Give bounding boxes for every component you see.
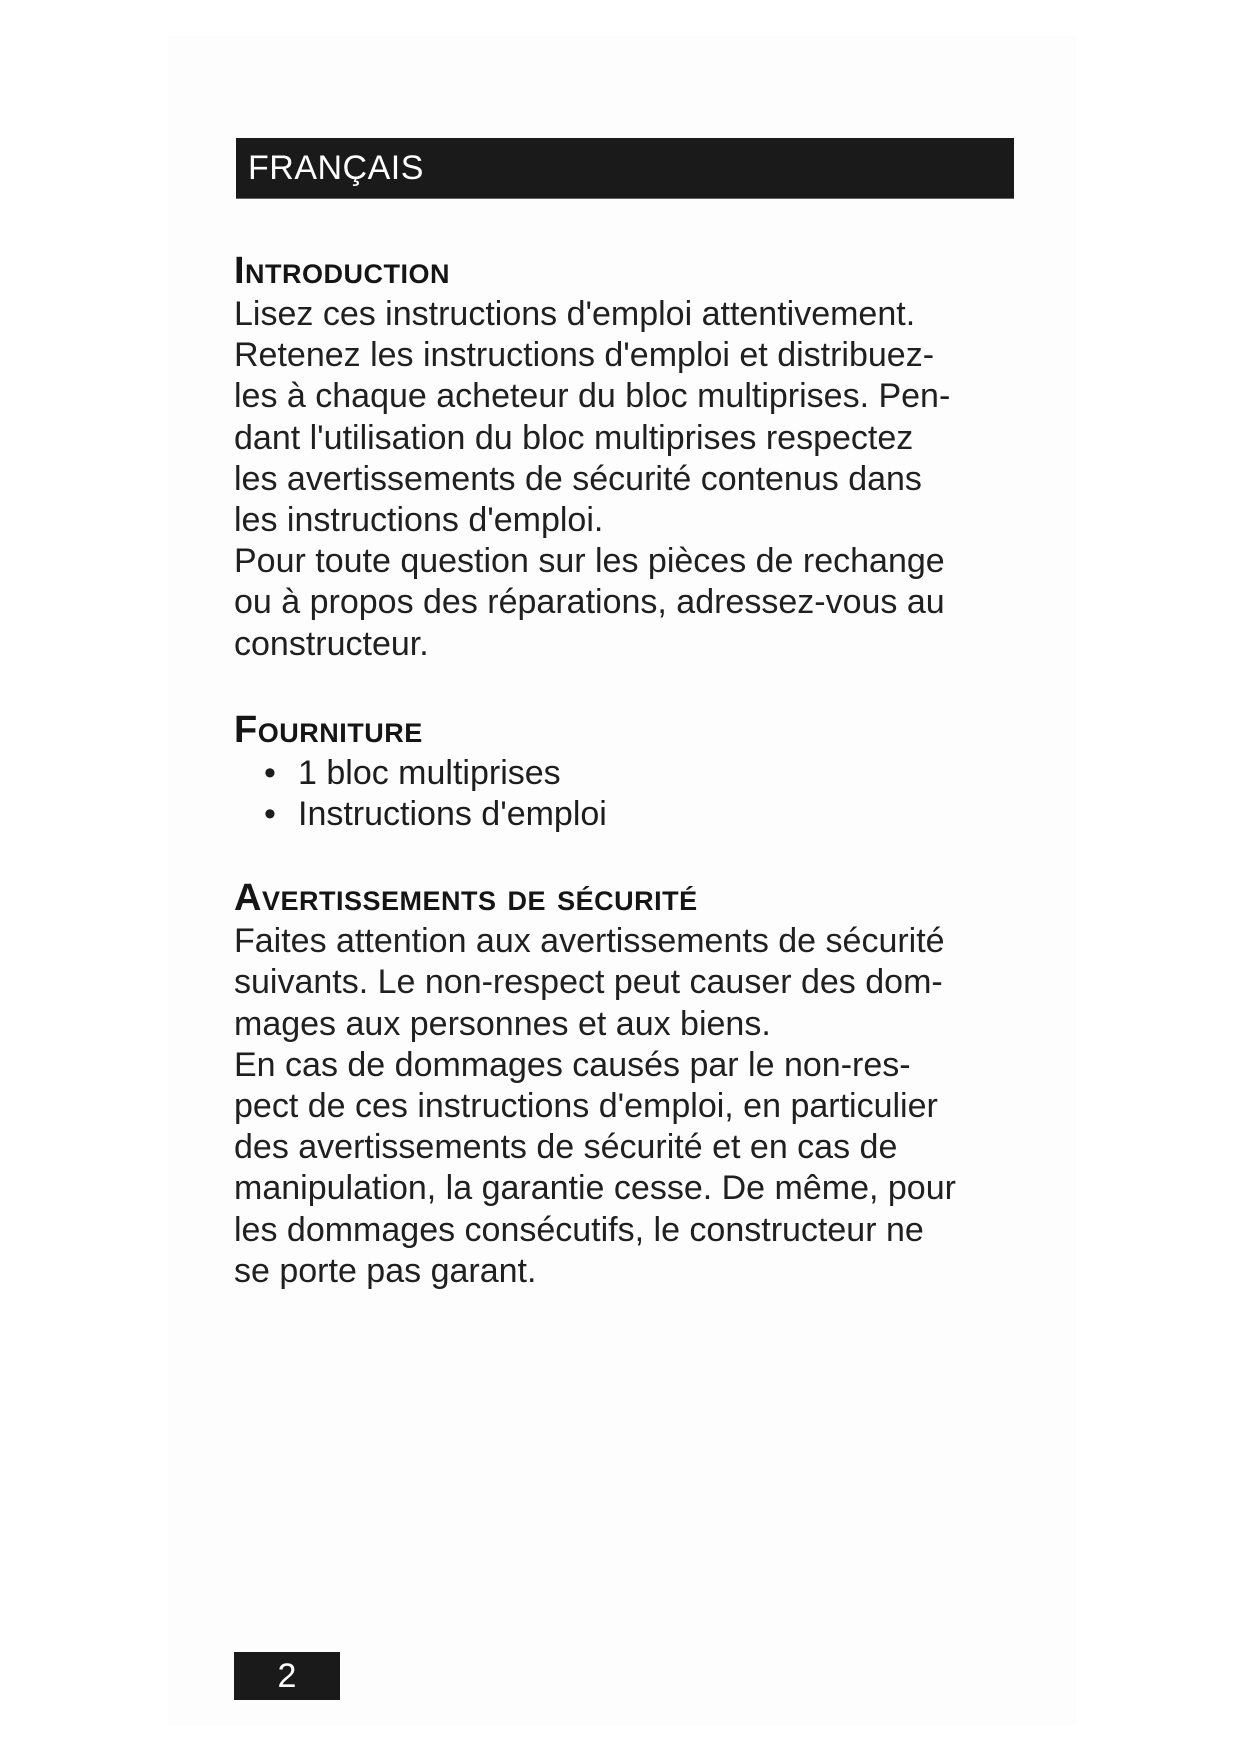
list-item-label: Instructions d'emploi bbox=[298, 795, 607, 834]
text-line: les avertissements de sécurité contenus dans bbox=[234, 459, 922, 498]
section-spacer bbox=[234, 835, 1034, 875]
supply-list bbox=[234, 753, 1034, 835]
text-line: les à chaque acheteur du bloc multiprises. Pen- bbox=[234, 377, 951, 416]
text-line: des avertissements de sécurité et en cas de bbox=[234, 1128, 898, 1167]
text-line: Pour toute question sur les pièces de rechange bbox=[234, 542, 945, 581]
text-line: En cas de dommages causés par le non-res- bbox=[234, 1045, 911, 1084]
text-line: dant l'utilisation du bloc multiprises respectez bbox=[234, 418, 914, 457]
section-title-safety: Avertissements de sécurité bbox=[234, 877, 698, 920]
section-title-fourniture: Fourniture bbox=[234, 708, 423, 751]
bullet-icon: • bbox=[264, 795, 276, 834]
section-title-introduction: Introduction bbox=[234, 250, 451, 292]
text-line: se porte pas garant. bbox=[234, 1251, 537, 1290]
text-line: constructeur. bbox=[234, 624, 429, 663]
introduction-paragraph-1 bbox=[234, 294, 1034, 541]
text-line: manipulation, la garantie cesse. De même, pour bbox=[234, 1169, 956, 1208]
text-line: pect de ces instructions d'emploi, en particulier bbox=[234, 1087, 938, 1126]
introduction-paragraph-2 bbox=[234, 541, 1034, 665]
safety-paragraph-2 bbox=[234, 1045, 1034, 1292]
page-number-badge bbox=[234, 1652, 340, 1700]
text-line: Retenez les instructions d'emploi et distribuez- bbox=[234, 336, 935, 375]
bullet-icon: • bbox=[264, 753, 276, 792]
section-spacer bbox=[234, 665, 1034, 707]
page-number: 2 bbox=[277, 1656, 297, 1695]
manual-content bbox=[234, 248, 1034, 1292]
text-line: mages aux personnes et aux biens. bbox=[234, 1004, 771, 1043]
list-item bbox=[264, 794, 1034, 835]
list-item-label: 1 bloc multiprises bbox=[298, 753, 561, 792]
text-line: ou à propos des réparations, adressez-vous au bbox=[234, 583, 945, 622]
list-item bbox=[264, 753, 1034, 794]
safety-paragraph-1 bbox=[234, 921, 1034, 1045]
text-line: Lisez ces instructions d'emploi attentivement. bbox=[234, 295, 916, 333]
language-header-bar bbox=[236, 138, 1014, 198]
text-line: Faites attention aux avertissements de sécurité bbox=[234, 922, 945, 961]
text-line: les dommages consécutifs, le constructeur ne bbox=[234, 1210, 924, 1249]
text-line: suivants. Le non-respect peut causer des dom- bbox=[234, 963, 943, 1002]
language-label: FRANÇAIS bbox=[248, 148, 424, 187]
text-line: les instructions d'emploi. bbox=[234, 501, 604, 540]
